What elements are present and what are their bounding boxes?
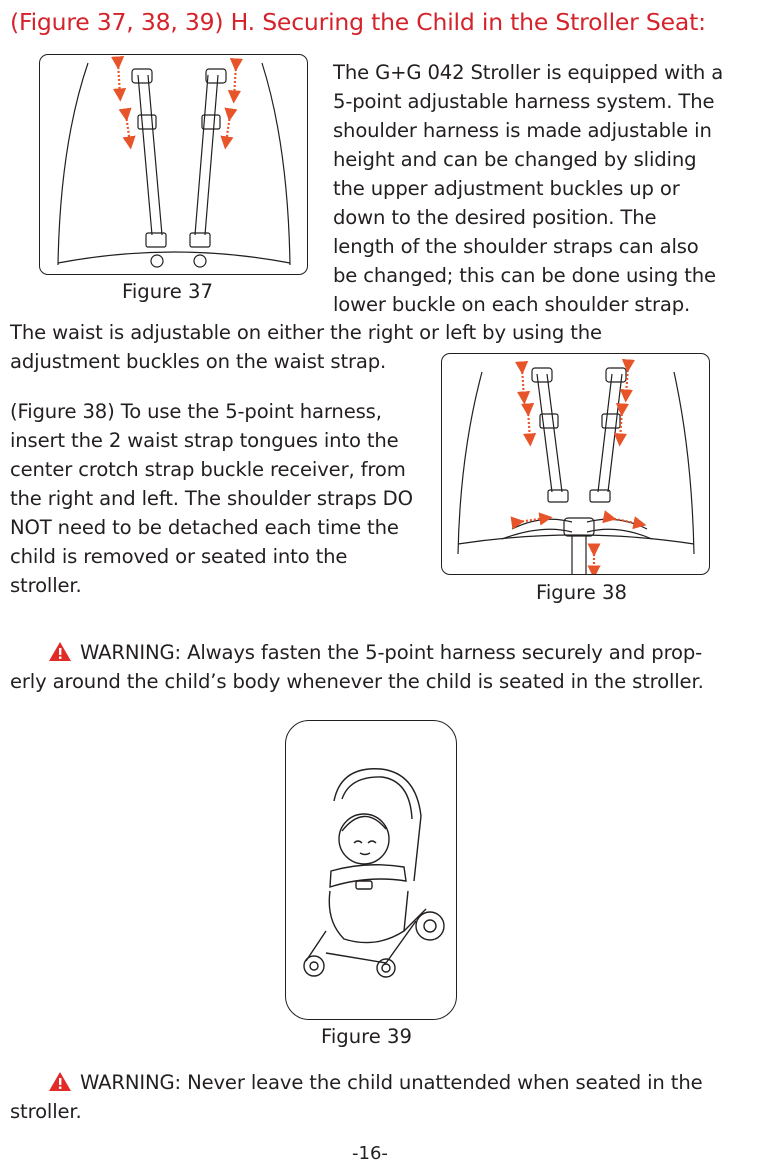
figure-38-paragraph bbox=[10, 397, 413, 600]
fig38-line: center crotch strap buckle receiver, from bbox=[10, 458, 406, 481]
warning-line bbox=[10, 1068, 703, 1097]
figure-38-illustration bbox=[441, 353, 710, 575]
section-heading: (Figure 37, 38, 39) H. Securing the Child in the Stroller Seat: bbox=[10, 8, 706, 36]
intro-line: shoulder harness is made adjustable in bbox=[333, 119, 712, 142]
harness-diagram-37 bbox=[40, 55, 307, 274]
fig38-line: NOT need to be detached each time the bbox=[10, 516, 399, 539]
intro-line: height and can be changed by sliding bbox=[333, 148, 697, 171]
fig38-line: (Figure 38) To use the 5-point harness, bbox=[10, 400, 382, 423]
intro-line: down to the desired position. The bbox=[333, 206, 657, 229]
intro-line: length of the shoulder straps can also bbox=[333, 235, 699, 258]
harness-diagram-38 bbox=[442, 354, 709, 574]
figure-37-caption: Figure 37 bbox=[122, 280, 213, 303]
fig38-line: stroller. bbox=[10, 574, 82, 597]
warning-text: WARNING: Never leave the child unattended when seated in the bbox=[80, 1071, 703, 1094]
figure-39-caption: Figure 39 bbox=[321, 1025, 412, 1048]
fig38-line: insert the 2 waist strap tongues into the bbox=[10, 429, 399, 452]
warning-text: WARNING: Always fasten the 5-point harness securely and prop- bbox=[80, 641, 703, 664]
intro-line: lower buckle on each shoulder strap. bbox=[333, 293, 691, 316]
figure-37-illustration bbox=[39, 54, 308, 275]
intro-line: 5-point adjustable harness system. The bbox=[333, 90, 715, 113]
fig38-line: the right and left. The shoulder straps DO bbox=[10, 487, 413, 510]
warning-triangle-icon bbox=[48, 1071, 72, 1092]
figure-38-caption: Figure 38 bbox=[536, 581, 627, 604]
intro-line: The G+G 042 Stroller is equipped with a bbox=[333, 61, 724, 84]
warning-line bbox=[10, 638, 704, 667]
warning-unattended bbox=[10, 1068, 703, 1126]
waist-line: adjustment buckles on the waist strap. bbox=[10, 350, 387, 373]
warning-triangle-icon bbox=[48, 641, 72, 662]
fig38-line: child is removed or seated into the bbox=[10, 545, 348, 568]
waist-line: The waist is adjustable on either the right or left by using the bbox=[10, 321, 602, 344]
stroller-child-diagram bbox=[286, 721, 456, 1019]
warning-harness bbox=[10, 638, 704, 696]
warning-line: erly around the child’s body whenever the child is seated in the stroller. bbox=[10, 670, 704, 693]
intro-line: be changed; this can be done using the bbox=[333, 264, 716, 287]
intro-line: the upper adjustment buckles up or bbox=[333, 177, 680, 200]
figure-39-illustration bbox=[285, 720, 457, 1020]
page-number: -16- bbox=[352, 1143, 388, 1164]
intro-paragraph bbox=[333, 58, 723, 319]
warning-line: stroller. bbox=[10, 1100, 82, 1123]
